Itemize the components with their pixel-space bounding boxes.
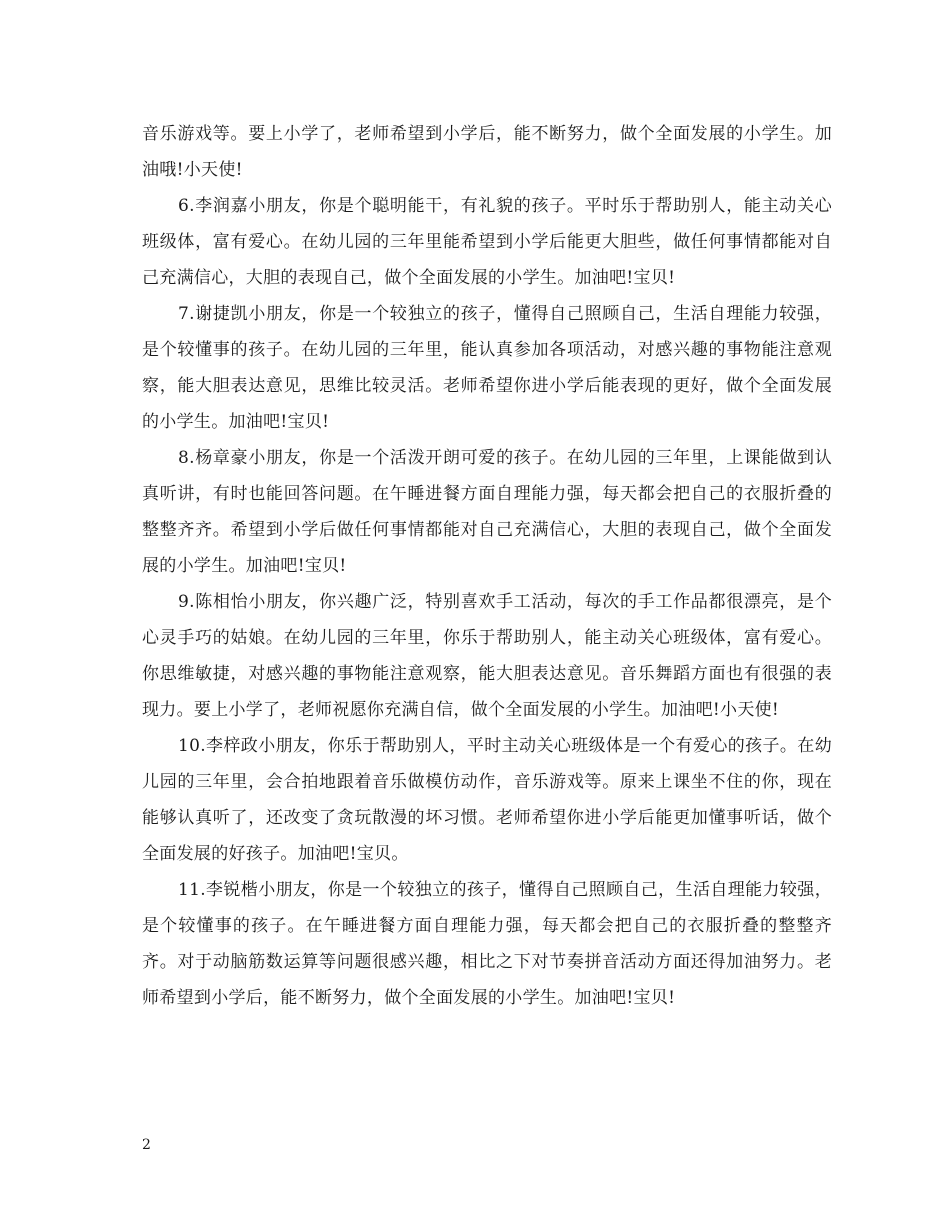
paragraph-comment-10: 10.李梓政小朋友，你乐于帮助别人，平时主动关心班级体是一个有爱心的孩子。在幼儿园的三年里，会合拍地跟着音乐做模仿动作，音乐游戏等。原来上课坐不住的你，现在能够认真听了，还改变了贪玩散漫的坏习惯。老师希望你进小学后能更加懂事听话，做个全面发展的好孩子。加油吧!宝贝。 [142,736,832,864]
paragraph-comment-7: 7.谢捷凯小朋友，你是一个较独立的孩子，懂得自己照顾自己，生活自理能力较强，是个较懂事的孩子。在幼儿园的三年里，能认真参加各项活动，对感兴趣的事物能注意观察，能大胆表达意见，思维比较灵活。老师希望你进小学后能表现的更好，做个全面发展的小学生。加油吧!宝贝! [142,304,832,432]
document-body [142,116,832,1016]
page-number: 2 [142,1137,151,1153]
paragraph-comment-6: 6.李润嘉小朋友，你是个聪明能干，有礼貌的孩子。平时乐于帮助别人，能主动关心班级体，富有爱心。在幼儿园的三年里能希望到小学后能更大胆些，做任何事情都能对自己充满信心，大胆的表现自己，做个全面发展的小学生。加油吧!宝贝! [142,196,832,288]
paragraph-comment-9: 9.陈相怡小朋友，你兴趣广泛，特别喜欢手工活动，每次的手工作品都很漂亮，是个心灵手巧的姑娘。在幼儿园的三年里，你乐于帮助别人，能主动关心班级体，富有爱心。你思维敏捷，对感兴趣的事物能注意观察，能大胆表达意见。音乐舞蹈方面也有很强的表现力。要上小学了，老师祝愿你充满自信，做个全面发展的小学生。加油吧!小天使! [142,592,832,720]
paragraph-comment-11: 11.李锐楷小朋友，你是一个较独立的孩子，懂得自己照顾自己，生活自理能力较强，是个较懂事的孩子。在午睡进餐方面自理能力强，每天都会把自己的衣服折叠的整整齐齐。对于动脑筋数运算等问题很感兴趣，相比之下对节奏拼音活动方面还得加油努力。老师希望到小学后，能不断努力，做个全面发展的小学生。加油吧!宝贝! [142,880,832,1008]
paragraph-comment-8: 8.杨章豪小朋友，你是一个活泼开朗可爱的孩子。在幼儿园的三年里，上课能做到认真听讲，有时也能回答问题。在午睡进餐方面自理能力强，每天都会把自己的衣服折叠的整整齐齐。希望到小学后做任何事情都能对自己充满信心，大胆的表现自己，做个全面发展的小学生。加油吧!宝贝! [142,448,832,576]
paragraph-continuation: 音乐游戏等。要上小学了，老师希望到小学后，能不断努力，做个全面发展的小学生。加油哦!小天使! [142,124,832,180]
